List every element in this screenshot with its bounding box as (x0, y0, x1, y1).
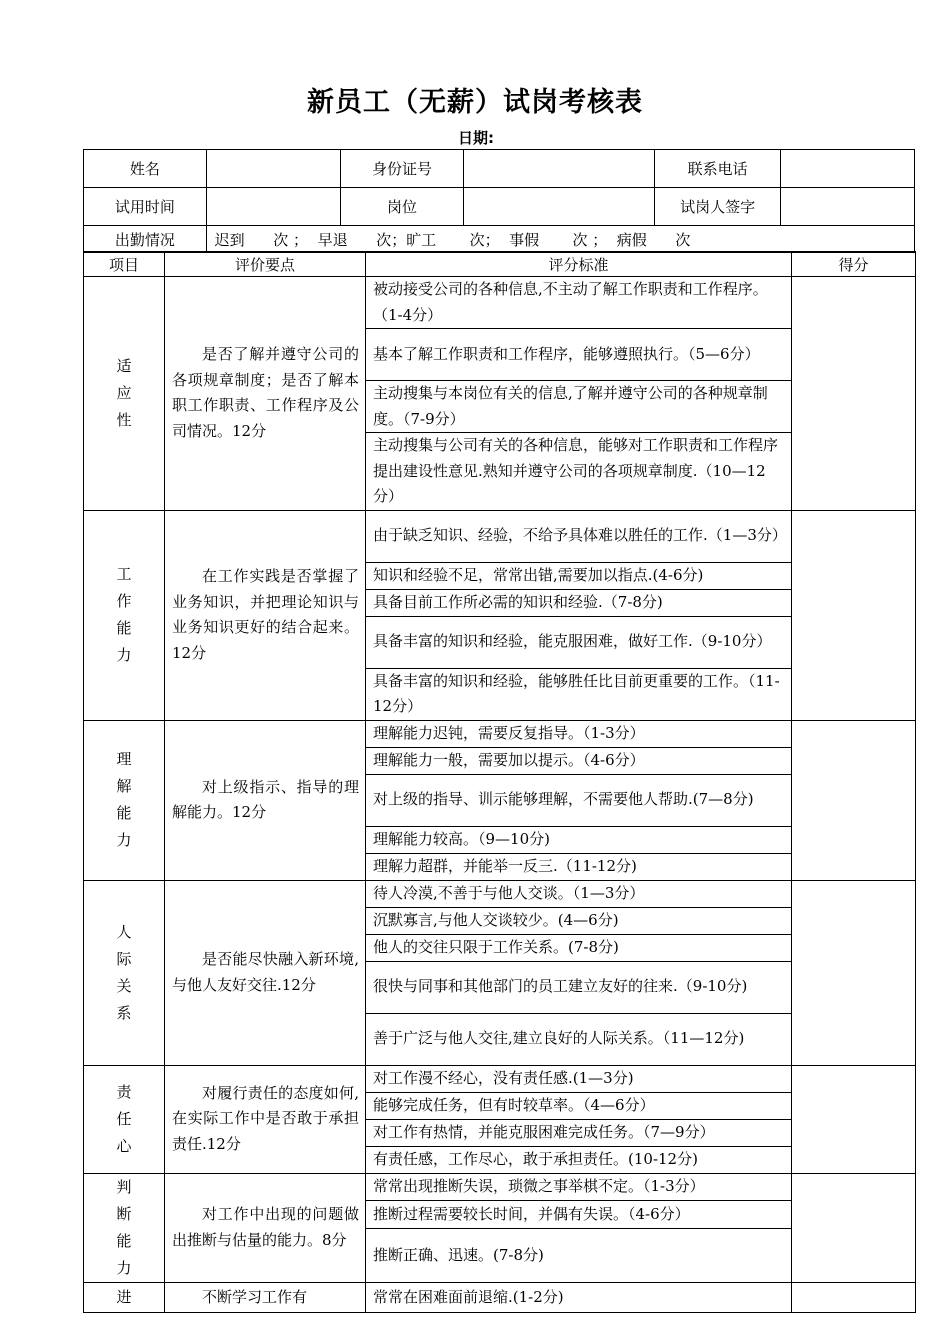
period-label: 试用时间 (84, 188, 207, 226)
header-row (84, 252, 916, 277)
signature-field[interactable] (781, 188, 915, 226)
evaluation-points: 对工作中出现的问题做出推断与估量的能力。8分 (165, 1173, 366, 1282)
signature-label: 试岗人签字 (655, 188, 781, 226)
position-label: 岗位 (340, 188, 464, 226)
score-field[interactable] (792, 510, 916, 720)
attendance-text: 迟到 次 ； 早退 次；旷工 次； 事假 次 ； 病假 次 (214, 230, 691, 249)
criteria-text: 主动搜集与公司有关的各种信息，能够对工作职责和工作程序提出建设性意见.熟知并遵守公司的各项规章制度.（10—12分） (366, 433, 792, 511)
criteria-text: 待人冷漠,不善于与他人交谈。（1—3分） (366, 880, 792, 907)
item-name-text: 理解能力 (116, 750, 132, 849)
criteria-row (84, 720, 916, 747)
id-label: 身份证号 (340, 150, 464, 188)
score-field[interactable] (792, 720, 916, 880)
date-label: 日期: (458, 129, 494, 147)
item-name (84, 1173, 165, 1282)
criteria-text: 沉默寡言,与他人交谈较少。(4—6分) (366, 907, 792, 934)
form-title: 新员工（无薪）试岗考核表 (307, 87, 643, 118)
criteria-text: 对工作有热情，并能克服困难完成任务。（7—9分） (366, 1119, 792, 1146)
info-row (84, 188, 915, 226)
criteria-text: 很快与同事和其他部门的员工建立友好的往来.（9-10分) (366, 961, 792, 1013)
criteria-text: 知识和经验不足，常常出错,需要加以指点.(4-6分) (366, 562, 792, 589)
criteria-text: 理解能力迟钝，需要反复指导。（1-3分） (366, 720, 792, 747)
criteria-text: 常常在困难面前退缩.(1-2分) (366, 1282, 792, 1313)
criteria-text: 被动接受公司的各种信息,不主动了解工作职责和工作程序。（1-4分） (366, 277, 792, 329)
header-item: 项目 (84, 252, 165, 277)
evaluation-points: 对上级指示、指导的理解能力。12分 (165, 720, 366, 880)
criteria-text: 对工作漫不经心，没有责任感.(1—3分) (366, 1065, 792, 1092)
criteria-text: 基本了解工作职责和工作程序，能够遵照执行。（5—6分） (366, 329, 792, 381)
criteria-text: 理解能力一般，需要加以提示。（4-6分） (366, 747, 792, 774)
criteria-text: 善于广泛与他人交往,建立良好的人际关系。（11—12分) (366, 1013, 792, 1065)
period-field[interactable] (206, 188, 340, 226)
score-field[interactable] (792, 1282, 916, 1313)
header-criteria: 评分标准 (366, 252, 792, 277)
item-name-text: 人际关系 (116, 922, 132, 1022)
criteria-text: 常常出现推断失误，琐微之事举棋不定。（1-3分） (366, 1173, 792, 1201)
criteria-text: 由于缺乏知识、经验，不给予具体难以胜任的工作.（1—3分） (366, 510, 792, 562)
id-field[interactable] (464, 150, 655, 188)
name-label: 姓名 (84, 150, 207, 188)
criteria-text: 具备丰富的知识和经验，能够胜任比目前更重要的工作。（11-12分） (366, 668, 792, 720)
item-name-text: 进 (116, 1287, 132, 1306)
position-field[interactable] (464, 188, 655, 226)
evaluation-points: 是否了解并遵守公司的各项规章制度；是否了解本职工作职责、工作程序及公司情况。12分 (165, 277, 366, 511)
item-name-text: 适应性 (116, 356, 132, 429)
item-name-text: 判断能力 (116, 1177, 132, 1277)
attendance-field[interactable] (206, 226, 914, 253)
name-field[interactable] (206, 150, 340, 188)
header-points: 评价要点 (165, 252, 366, 277)
evaluation-points: 在工作实践是否掌握了业务知识，并把理论知识与业务知识更好的结合起来。12分 (165, 510, 366, 720)
criteria-text: 理解力超群，并能举一反三.（11-12分) (366, 853, 792, 880)
criteria-text: 主动搜集与本岗位有关的信息,了解并遵守公司的各种规章制度。（7-9分） (366, 381, 792, 433)
info-table (83, 149, 915, 253)
item-name (84, 1282, 165, 1313)
criteria-text: 推断过程需要较长时间，并偶有失误。（4-6分） (366, 1201, 792, 1229)
attendance-row (84, 226, 915, 253)
criteria-text: 推断正确、迅速。(7-8分) (366, 1229, 792, 1283)
criteria-row (84, 277, 916, 329)
phone-field[interactable] (781, 150, 915, 188)
criteria-row (84, 510, 916, 562)
criteria-row (84, 1065, 916, 1092)
header-score: 得分 (792, 252, 916, 277)
criteria-text: 有责任感，工作尽心，敢于承担责任。(10-12分) (366, 1146, 792, 1173)
criteria-text: 具备丰富的知识和经验，能克服困难，做好工作.（9-10分） (366, 616, 792, 668)
item-name (84, 880, 165, 1065)
item-name (84, 510, 165, 720)
criteria-text: 理解能力较高。（9—10分) (366, 826, 792, 853)
info-row (84, 150, 915, 188)
evaluation-table (83, 251, 916, 1313)
criteria-text: 对上级的指导、训示能够理解，不需要他人帮助.(7—8分) (366, 774, 792, 826)
criteria-row (84, 880, 916, 907)
criteria-row (84, 1173, 916, 1201)
item-name (84, 720, 165, 880)
evaluation-points: 不断学习工作有 (165, 1282, 366, 1313)
criteria-row (84, 1282, 916, 1313)
item-name (84, 1065, 165, 1173)
score-field[interactable] (792, 277, 916, 511)
score-field[interactable] (792, 1173, 916, 1282)
item-name (84, 277, 165, 511)
item-name-text: 责任心 (116, 1082, 132, 1155)
score-field[interactable] (792, 1065, 916, 1173)
evaluation-points: 是否能尽快融入新环境,与他人友好交往.12分 (165, 880, 366, 1065)
phone-label: 联系电话 (655, 150, 781, 188)
item-name-text: 工作能力 (116, 565, 132, 664)
criteria-text: 具备目前工作所必需的知识和经验.（7-8分) (366, 589, 792, 616)
evaluation-points: 对履行责任的态度如何,在实际工作中是否敢于承担责任.12分 (165, 1065, 366, 1173)
score-field[interactable] (792, 880, 916, 1065)
criteria-text: 他人的交往只限于工作关系。(7-8分) (366, 934, 792, 961)
criteria-text: 能够完成任务，但有时较草率。（4—6分） (366, 1092, 792, 1119)
attendance-label: 出勤情况 (84, 226, 207, 253)
